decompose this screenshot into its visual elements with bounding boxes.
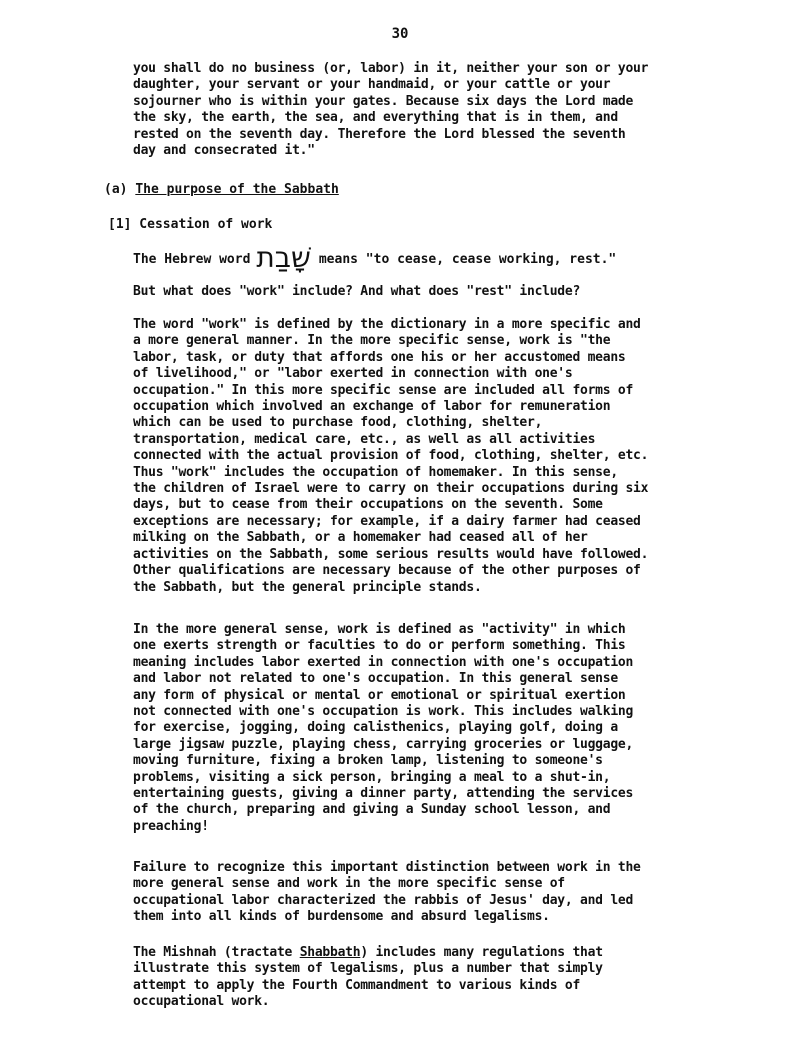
paragraph-mishnah [133, 945, 733, 1011]
question-line: But what does "work" include? And what does "rest" include? [133, 284, 581, 299]
mishnah-tractate-title: Shabbath [299, 945, 361, 960]
mishnah-before: The Mishnah (tractate [133, 945, 300, 960]
section-heading-a [104, 182, 339, 197]
paragraph-general-sense: In the more general sense, work is defined as "activity" in which one exerts strength or faculties to do or perform something. This meaning includes labor exerted in connection with one's occupation and labor not related to one's occupation. In this general sense any form of physical or mental or emotional or spiritual exertion not connected with one's occupation is work. This includes walking for exercise, jogging, doing calisthenics, playing golf, doing a large jigsaw puzzle, playing chess, carrying groceries or luggage, moving furniture, fixing a broken lamp, listening to someone's problems, visiting a sick person, bringing a meal to a shut-in, entertaining guests, giving a dinner party, attending the services of the church, preparing and giving a Sunday school lesson, and preaching! [133, 622, 634, 834]
hebrew-line-after: means "to cease, cease working, rest." [318, 251, 617, 267]
paragraph-specific-sense: The word "work" is defined by the dictionary in a more specific and a more general manner. In the more specific sense, work is "the labor, task, or duty that affords one his or her accustomed means of livelihood," or "labor exerted in connection with one's occupation." In this more specific sense are included all forms of occupation which involved an exchange of labor for remuneration which can be used to purchase food, clothing, shelter, transportation, medical care, etc., as well as all activities connected with the actual provision of food, clothing, shelter, etc. Thus "work" includes the occupation of homemaker. In this sense, the children of Israel were to carry on their occupations during six days, but to cease from their occupations on the seventh. Some exceptions are necessary; for example, if a dairy farmer had ceased milking on the Sabbath, or a homemaker had ceased all of her activities on the Sabbath, some serious results would have followed. Other qualifications are necessary because of the other purposes of the Sabbath, but the general principle stands. [133, 317, 649, 595]
paragraph-failure: Failure to recognize this important distinction between work in the more general sense and work in the more specific sense of occupational labor characterized the rabbis of Jesus' day, and led them into all kinds of burdensome and absurd legalisms. [133, 860, 641, 925]
page-number: 30 [391, 26, 409, 42]
section-title-a: The purpose of the Sabbath [135, 182, 339, 197]
hebrew-word-line [133, 240, 753, 274]
subsection-heading-1: [1] Cessation of work [108, 217, 273, 232]
hebrew-line-before: The Hebrew word [133, 251, 251, 267]
mishnah-after: ) includes many regulations that illustrate this system of legalisms, plus a number that simply attempt to apply the Fourth Commandment to various kinds of occupational work. [133, 945, 603, 1010]
section-marker-a: (a) [104, 182, 136, 197]
hebrew-word: שָׁבַת [256, 240, 311, 274]
intro-paragraph: you shall do no business (or, labor) in it, neither your son or your daughter, your servant or your handmaid, or your cattle or your sojourner who is within your gates. Because six days the Lord made the sky, the earth, the sea, and everything that is in them, and rested on the seventh day. Therefore the Lord blessed the seventh day and consecrated it." [133, 61, 649, 159]
